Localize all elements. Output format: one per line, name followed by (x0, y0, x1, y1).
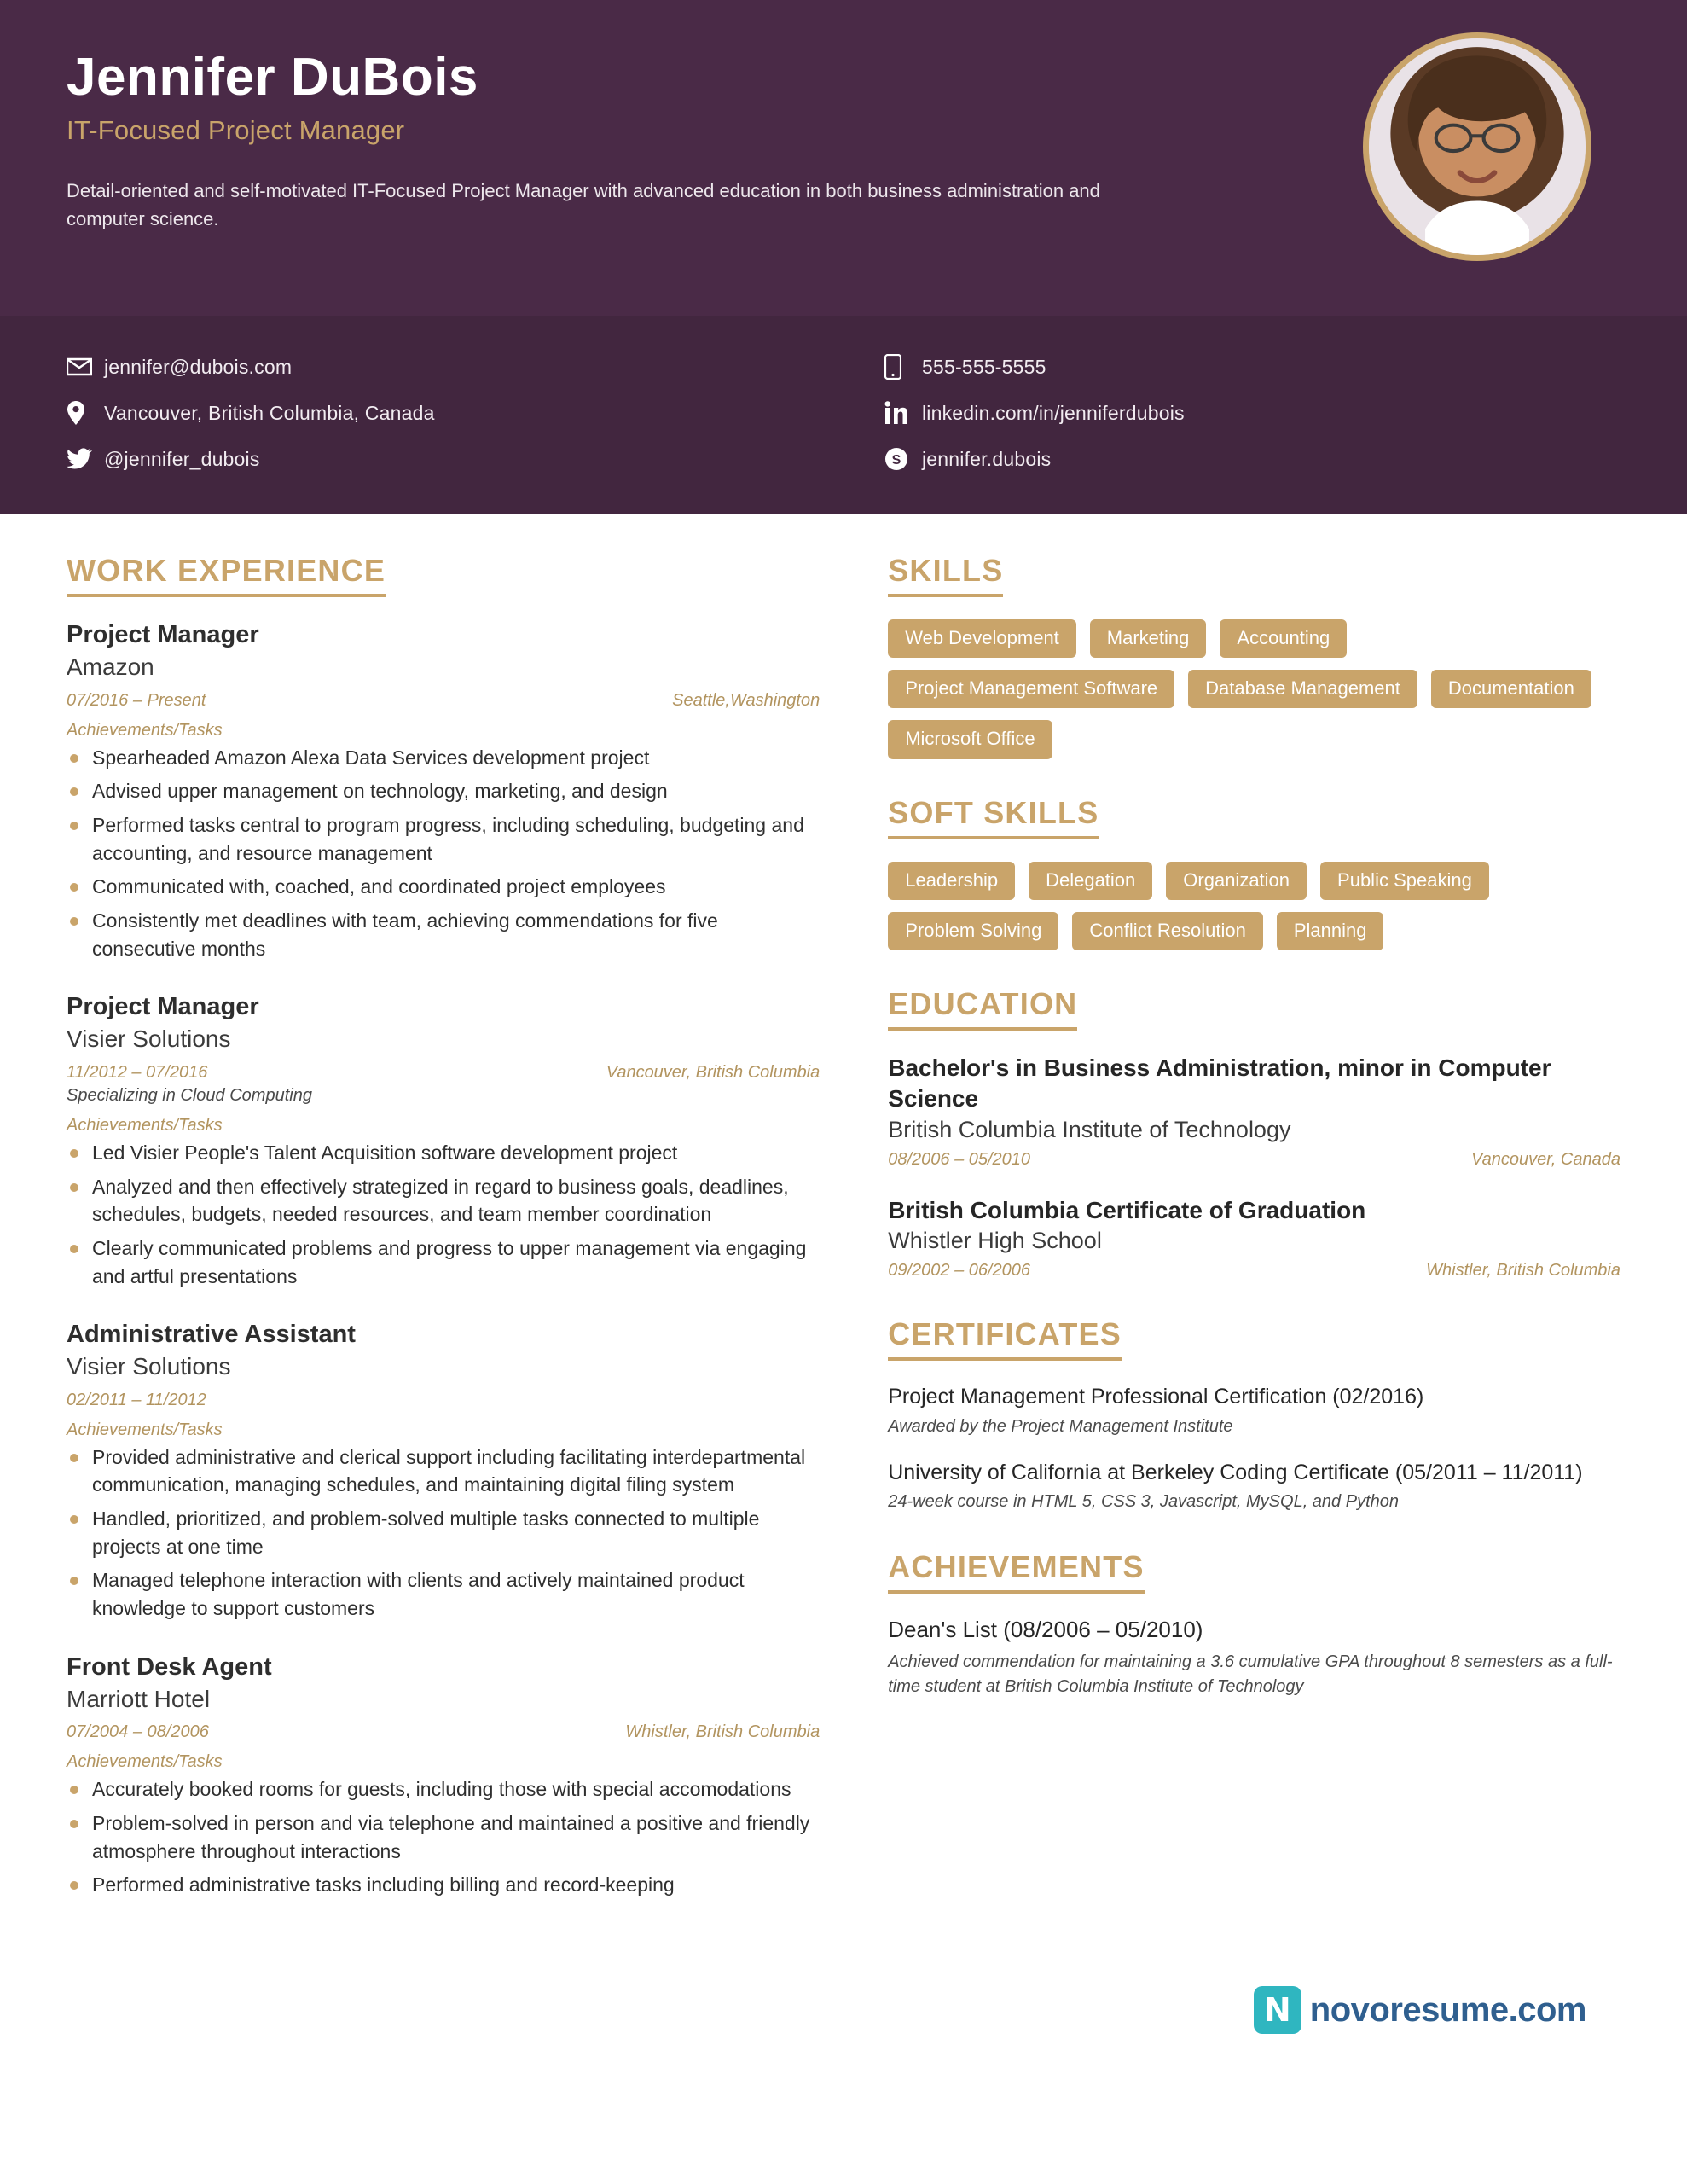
education-meta (888, 1261, 1620, 1281)
job-meta (67, 691, 820, 711)
achievements-label: Achievements/Tasks (67, 1115, 223, 1135)
work-experience-heading: WORK EXPERIENCE (67, 553, 386, 597)
contact-email-text: jennifer@dubois.com (104, 355, 293, 378)
right-column (859, 553, 1620, 1935)
work-entry (67, 1319, 820, 1623)
contact-phone-text: 555-555-5555 (922, 355, 1046, 378)
certificate-entry (888, 1383, 1620, 1438)
job-bullets (67, 1443, 820, 1623)
education-location: Whistler, British Columbia (1426, 1261, 1620, 1281)
job-title: Project Manager (67, 621, 259, 648)
section-certificates (888, 1316, 1620, 1513)
job-title: Front Desk Agent (67, 1653, 272, 1681)
job-title: Project Manager (67, 993, 259, 1021)
achievements-label: Achievements/Tasks (67, 720, 223, 740)
location-icon (67, 400, 104, 426)
footer (0, 1969, 1687, 2071)
education-entry (888, 1195, 1620, 1281)
certificate-entry (888, 1459, 1620, 1514)
job-bullets (67, 744, 820, 963)
job-subtitle: IT-Focused Project Manager (67, 115, 405, 146)
education-heading: EDUCATION (888, 986, 1077, 1031)
job-meta (67, 1722, 820, 1742)
job-date: 02/2011 – 11/2012 (67, 1390, 206, 1409)
skill-chip: Accounting (1220, 619, 1347, 658)
work-entry (67, 991, 820, 1290)
skill-chip: Project Management Software (888, 670, 1174, 708)
achievements-label: Achievements/Tasks (67, 1420, 223, 1439)
education-location: Vancouver, Canada (1471, 1149, 1620, 1169)
soft-skill-chip: Delegation (1029, 862, 1152, 900)
email-icon (67, 357, 104, 376)
avatar-illustration (1369, 38, 1586, 255)
job-location: Vancouver, British Columbia (606, 1062, 820, 1082)
job-note: Specializing in Cloud Computing (67, 1085, 312, 1105)
education-entry (888, 1053, 1620, 1170)
education-degree: Bachelor's in Business Administration, minor in Computer Science (888, 1054, 1551, 1112)
profile-summary: Detail-oriented and self-motivated IT-Focused Project Manager with advanced education in both business administration and computer science. (67, 180, 1100, 230)
skype-icon (884, 447, 922, 471)
section-skills (888, 553, 1620, 759)
job-company: Amazon (67, 653, 154, 681)
contact-item-twitter[interactable] (67, 442, 844, 476)
soft-skill-chip: Organization (1166, 862, 1307, 900)
svg-text:S: S (891, 453, 901, 468)
skills-heading: SKILLS (888, 553, 1003, 597)
contact-linkedin-text: linkedin.com/in/jenniferdubois (922, 401, 1185, 424)
job-title: Administrative Assistant (67, 1321, 356, 1349)
soft-skill-chip: Problem Solving (888, 912, 1058, 950)
skill-chip: Database Management (1188, 670, 1417, 708)
phone-icon (884, 354, 922, 380)
left-column (67, 553, 859, 1935)
list-item: Consistently met deadlines with team, achieving commendations for five consecutive months (67, 907, 820, 962)
avatar (1363, 32, 1591, 261)
resume-body (0, 514, 1687, 1969)
education-school: British Columbia Institute of Technology (888, 1116, 1291, 1142)
achievement-description: Achieved commendation for maintaining a 3.6 cumulative GPA throughout 8 semesters as a full-time student at British Columbia Institute of Technology (888, 1653, 1613, 1697)
list-item: Managed telephone interaction with clients and actively maintained product knowledge to support customers (67, 1566, 820, 1622)
soft-skills-chip-list (888, 862, 1620, 950)
achievements-heading: ACHIEVEMENTS (888, 1549, 1144, 1594)
contact-item-linkedin[interactable] (884, 396, 1620, 430)
achievements-label: Achievements/Tasks (67, 1752, 223, 1772)
contact-item-email[interactable] (67, 350, 844, 384)
education-date: 09/2002 – 06/2006 (888, 1261, 1031, 1281)
list-item: Analyzed and then effectively strategized in regard to business goals, deadlines, schedules, budgets, needed resources, and team member coordination (67, 1173, 820, 1228)
education-school: Whistler High School (888, 1228, 1102, 1254)
section-work-experience (67, 553, 820, 1899)
skill-chip: Microsoft Office (888, 720, 1052, 758)
soft-skill-chip: Public Speaking (1320, 862, 1489, 900)
twitter-icon (67, 448, 104, 470)
contact-column-left (67, 338, 844, 488)
contact-twitter-text: @jennifer_dubois (104, 447, 260, 470)
skill-chip: Web Development (888, 619, 1076, 658)
contact-item-skype[interactable] (884, 442, 1620, 476)
work-entry (67, 1652, 820, 1899)
section-education (888, 986, 1620, 1281)
list-item: Accurately booked rooms for guests, including those with special accomodations (67, 1775, 820, 1804)
certificate-description: Awarded by the Project Management Institute (888, 1416, 1233, 1436)
job-meta (67, 1063, 820, 1083)
list-item: Provided administrative and clerical support including facilitating interdepartmental communication, managing schedules, and maintaining digital filing system (67, 1443, 820, 1499)
list-item: Handled, prioritized, and problem-solved multiple tasks connected to multiple projects at one time (67, 1505, 820, 1560)
job-bullets (67, 1775, 820, 1899)
linkedin-icon (884, 401, 922, 425)
contact-item-phone[interactable] (884, 350, 1620, 384)
soft-skills-heading: SOFT SKILLS (888, 795, 1099, 839)
job-date: 07/2016 – Present (67, 690, 206, 710)
education-meta (888, 1150, 1620, 1170)
certificate-name: University of California at Berkeley Coding Certificate (05/2011 – 11/2011) (888, 1460, 1583, 1484)
certificates-heading: CERTIFICATES (888, 1316, 1122, 1361)
job-bullets (67, 1139, 820, 1290)
skill-chip: Documentation (1431, 670, 1591, 708)
skill-chip: Marketing (1090, 619, 1207, 658)
list-item: Performed administrative tasks including billing and record-keeping (67, 1871, 820, 1899)
list-item: Advised upper management on technology, marketing, and design (67, 777, 820, 805)
soft-skill-chip: Leadership (888, 862, 1015, 900)
job-meta (67, 1391, 820, 1410)
contact-location-text: Vancouver, British Columbia, Canada (104, 401, 435, 424)
job-date: 11/2012 – 07/2016 (67, 1062, 208, 1082)
logo-text: novoresume.com (1309, 1990, 1586, 2029)
job-company: Visier Solutions (67, 1025, 231, 1053)
novoresume-logo[interactable] (1254, 1986, 1586, 2034)
page-title: Jennifer DuBois (67, 48, 478, 107)
list-item: Clearly communicated problems and progress to upper management via engaging and artful presentations (67, 1234, 820, 1290)
education-degree: British Columbia Certificate of Graduation (888, 1196, 1366, 1223)
contact-skype-text: jennifer.dubois (922, 447, 1052, 470)
achievement-title: Dean's List (08/2006 – 05/2010) (888, 1617, 1203, 1643)
soft-skill-chip: Planning (1277, 912, 1384, 950)
certificate-name: Project Management Professional Certification (02/2016) (888, 1385, 1424, 1409)
resume-header (0, 0, 1687, 316)
job-location: Seattle,Washington (672, 690, 820, 710)
list-item: Led Visier People's Talent Acquisition software development project (67, 1139, 820, 1167)
contact-column-right (844, 338, 1620, 488)
contact-item-location[interactable] (67, 396, 844, 430)
list-item: Spearheaded Amazon Alexa Data Services development project (67, 744, 820, 772)
work-entry (67, 619, 820, 962)
section-achievements (888, 1549, 1620, 1699)
soft-skill-chip: Conflict Resolution (1072, 912, 1262, 950)
education-date: 08/2006 – 05/2010 (888, 1149, 1031, 1169)
achievement-entry (888, 1616, 1620, 1699)
list-item: Problem-solved in person and via telephone and maintained a positive and friendly atmosphere throughout interactions (67, 1809, 820, 1865)
certificate-description: 24-week course in HTML 5, CSS 3, Javascript, MySQL, and Python (888, 1492, 1399, 1512)
logo-mark-icon: N (1254, 1986, 1301, 2034)
job-date: 07/2004 – 08/2006 (67, 1722, 209, 1742)
contact-bar (0, 316, 1687, 514)
job-company: Visier Solutions (67, 1353, 231, 1380)
section-soft-skills (888, 795, 1620, 950)
job-company: Marriott Hotel (67, 1685, 211, 1712)
job-location: Whistler, British Columbia (625, 1722, 820, 1742)
list-item: Communicated with, coached, and coordinated project employees (67, 873, 820, 901)
skills-chip-list (888, 619, 1620, 759)
list-item: Performed tasks central to program progress, including scheduling, budgeting and accounting, and resource management (67, 811, 820, 867)
